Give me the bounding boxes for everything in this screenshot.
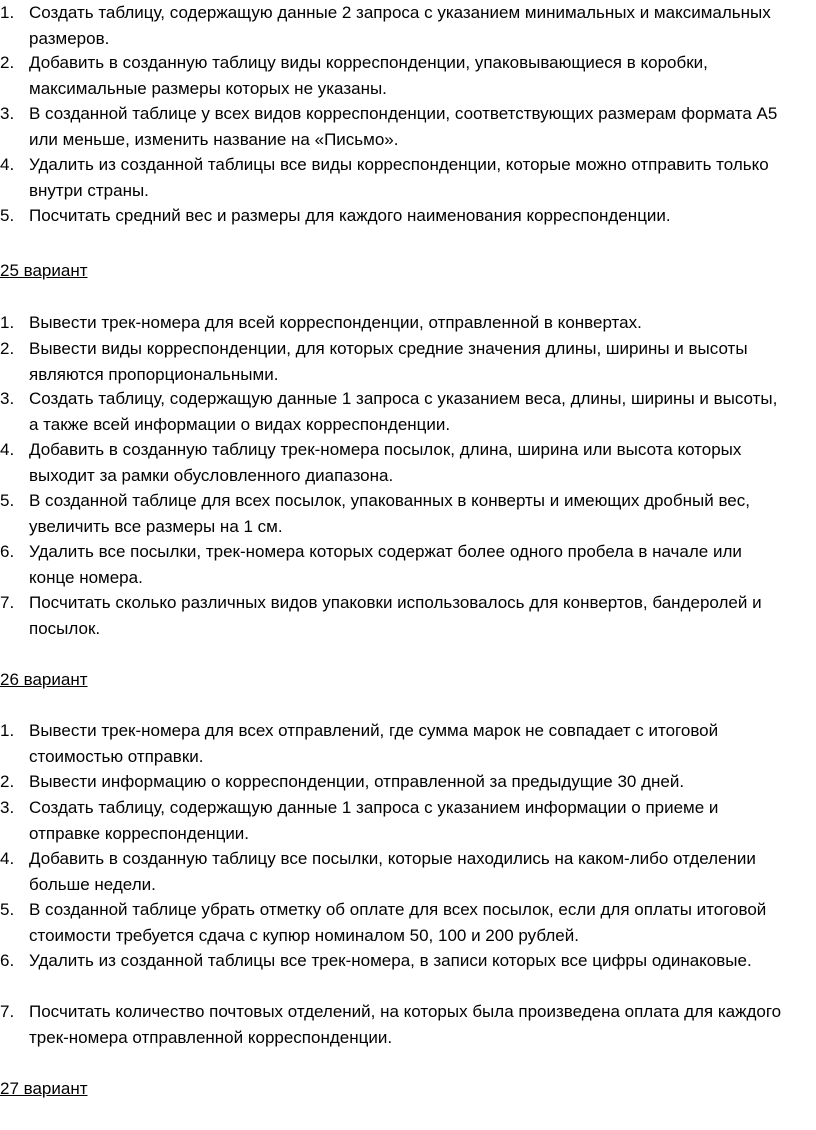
list-item <box>0 488 790 539</box>
list-item-text: Вывести трек-номера для всей корреспонденции, отправленной в конвертах. <box>29 313 642 332</box>
list-item <box>0 948 790 974</box>
list-item <box>0 336 790 387</box>
list-item <box>0 101 790 152</box>
list-item-number: 7. <box>0 593 15 612</box>
list-item-number: 5. <box>0 491 15 510</box>
list-item-number: 4. <box>0 155 15 174</box>
list-item <box>0 539 790 590</box>
list-item-text: Добавить в созданную таблицу все посылки, которые находились на каком-либо отделении больше недели. <box>29 849 756 894</box>
list-item-number: 6. <box>0 951 15 970</box>
list-item <box>0 310 790 336</box>
list-item <box>0 897 790 948</box>
list-item-text: Добавить в созданную таблицу трек-номера посылок, длина, ширина или высота которых выходит за рамки обусловленного диапазона. <box>29 440 742 485</box>
list-item-number: 5. <box>0 206 15 225</box>
list-item-text: Создать таблицу, содержащую данные 1 запроса с указанием веса, длины, ширины и высоты, а также всей информации о видах корреспонденции. <box>29 389 778 434</box>
variant-25-heading: 25 вариант <box>0 261 88 280</box>
list-item <box>0 437 790 488</box>
list-item-number: 1. <box>0 721 15 740</box>
list-item-text: Вывести трек-номера для всех отправлений, где сумма марок не совпадает с итоговой стоимостью отправки. <box>29 721 719 766</box>
list-item-text: В созданной таблице у всех видов корреспонденции, соответствующих размерам формата А5 или меньше, изменить название на «Письмо». <box>29 104 778 149</box>
list-item <box>0 846 790 897</box>
list-item-text: В созданной таблице для всех посылок, упакованных в конверты и имеющих дробный вес, увеличить все размеры на 1 см. <box>29 491 750 536</box>
list-item-text: Удалить из созданной таблицы все трек-номера, в записи которых все цифры одинаковые. <box>29 951 752 970</box>
list-item-number: 2. <box>0 339 15 358</box>
list-item <box>0 50 790 101</box>
variant-27-heading: 27 вариант <box>0 1079 88 1098</box>
list-item-text: Добавить в созданную таблицу виды корреспонденции, упаковывающиеся в коробки, максимальные размеры которых не указаны. <box>29 53 708 98</box>
variant-26-heading: 26 вариант <box>0 670 88 689</box>
list-item-number: 1. <box>0 313 15 332</box>
list-item-text: В созданной таблице убрать отметку об оплате для всех посылок, если для оплаты итоговой стоимости требуется сдача с купюр номиналом 50, 100 и 200 рублей. <box>29 900 767 945</box>
list-item-number: 4. <box>0 849 15 868</box>
list-item-text: Создать таблицу, содержащую данные 2 запроса с указанием минимальных и максимальных размеров. <box>29 3 771 48</box>
list-item <box>0 203 790 229</box>
list-item <box>0 0 790 51</box>
list-item-text: Удалить все посылки, трек-номера которых содержат более одного пробела в начале или конце номера. <box>29 542 742 587</box>
list-item-number: 4. <box>0 440 15 459</box>
list-item-number: 3. <box>0 104 15 123</box>
list-item-text: Удалить из созданной таблицы все виды корреспонденции, которые можно отправить только внутри страны. <box>29 155 769 200</box>
list-item <box>0 795 790 846</box>
list-item-text: Посчитать количество почтовых отделений, на которых была произведена оплата для каждого трек-номера отправленной корреспонденции. <box>29 1002 782 1047</box>
list-item-number: 2. <box>0 772 15 791</box>
list-item <box>0 152 790 203</box>
list-item-text: Посчитать средний вес и размеры для каждого наименования корреспонденции. <box>29 206 671 225</box>
list-item-number: 1. <box>0 3 15 22</box>
list-item-text: Вывести виды корреспонденции, для которых средние значения длины, ширины и высоты являются пропорциональными. <box>29 339 748 384</box>
list-item-number: 5. <box>0 900 15 919</box>
list-item-number: 6. <box>0 542 15 561</box>
list-item <box>0 999 790 1050</box>
list-item-text: Вывести информацию о корреспонденции, отправленной за предыдущие 30 дней. <box>29 772 685 791</box>
list-item-text: Создать таблицу, содержащую данные 1 запроса с указанием информации о приеме и отправке корреспонденции. <box>29 798 719 843</box>
list-item <box>0 386 790 437</box>
list-item-number: 2. <box>0 53 15 72</box>
list-item <box>0 718 790 769</box>
list-item-number: 7. <box>0 1002 15 1021</box>
list-item-number: 3. <box>0 389 15 408</box>
list-item-text: Посчитать сколько различных видов упаковки использовалось для конвертов, бандеролей и посылок. <box>29 593 762 638</box>
list-item <box>0 769 790 795</box>
list-item-number: 3. <box>0 798 15 817</box>
list-item <box>0 590 790 641</box>
